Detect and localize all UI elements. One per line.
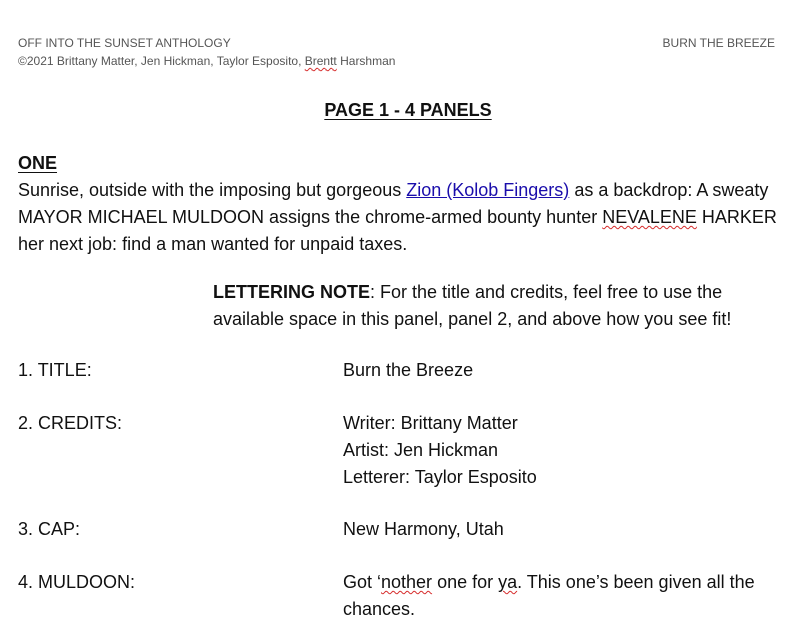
- credit-letterer: Letterer: Taylor Esposito: [343, 467, 537, 487]
- location-link[interactable]: Zion (Kolob Fingers): [406, 180, 570, 200]
- row-value: [343, 410, 793, 491]
- spellcheck-flagged-word[interactable]: Brentt: [304, 54, 337, 68]
- row-value: Got ‘nother one for ya. This one’s been given all the chances.: [343, 572, 755, 619]
- spellcheck-flagged-word[interactable]: ya: [498, 572, 518, 592]
- credit-artist: Artist: Jen Hickman: [343, 440, 499, 460]
- lettering-note-label: LETTERING NOTE: [213, 282, 370, 302]
- spellcheck-flagged-word[interactable]: nother: [381, 572, 433, 592]
- anthology-title: OFF INTO THE SUNSET ANTHOLOGY: [18, 36, 231, 50]
- row-label: 3. CAP:: [18, 519, 81, 539]
- row-value: Burn the Breeze: [343, 360, 474, 380]
- row-value: New Harmony, Utah: [343, 519, 504, 539]
- panel-description: Sunrise, outside with the imposing but gorgeous Zion (Kolob Fingers) as a backdrop: A sweaty MAYOR MICHAEL MULDOON assigns the chrome-armed bounty hunter NEVALENE HARKER her next job: find a man wanted for unpaid taxes.: [18, 180, 777, 254]
- panel-heading: ONE: [18, 153, 58, 173]
- row-label: 1. TITLE:: [18, 360, 92, 380]
- credit-writer: Writer: Brittany Matter: [343, 413, 518, 433]
- copyright-credits: ©2021 Brittany Matter, Jen Hickman, Taylor Esposito, Brentt Harshman: [18, 54, 396, 68]
- lettering-note: LETTERING NOTE: For the title and credits, feel free to use the available space in this panel, panel 2, and above how you see fit!: [213, 282, 732, 329]
- spellcheck-flagged-word[interactable]: NEVALENE: [602, 207, 697, 227]
- row-label: 4. MULDOON:: [18, 572, 136, 592]
- row-label: 2. CREDITS:: [18, 413, 123, 433]
- document-header: [18, 34, 775, 70]
- story-title: BURN THE BREEZE: [662, 36, 775, 50]
- page-title: PAGE 1 - 4 PANELS: [324, 100, 492, 120]
